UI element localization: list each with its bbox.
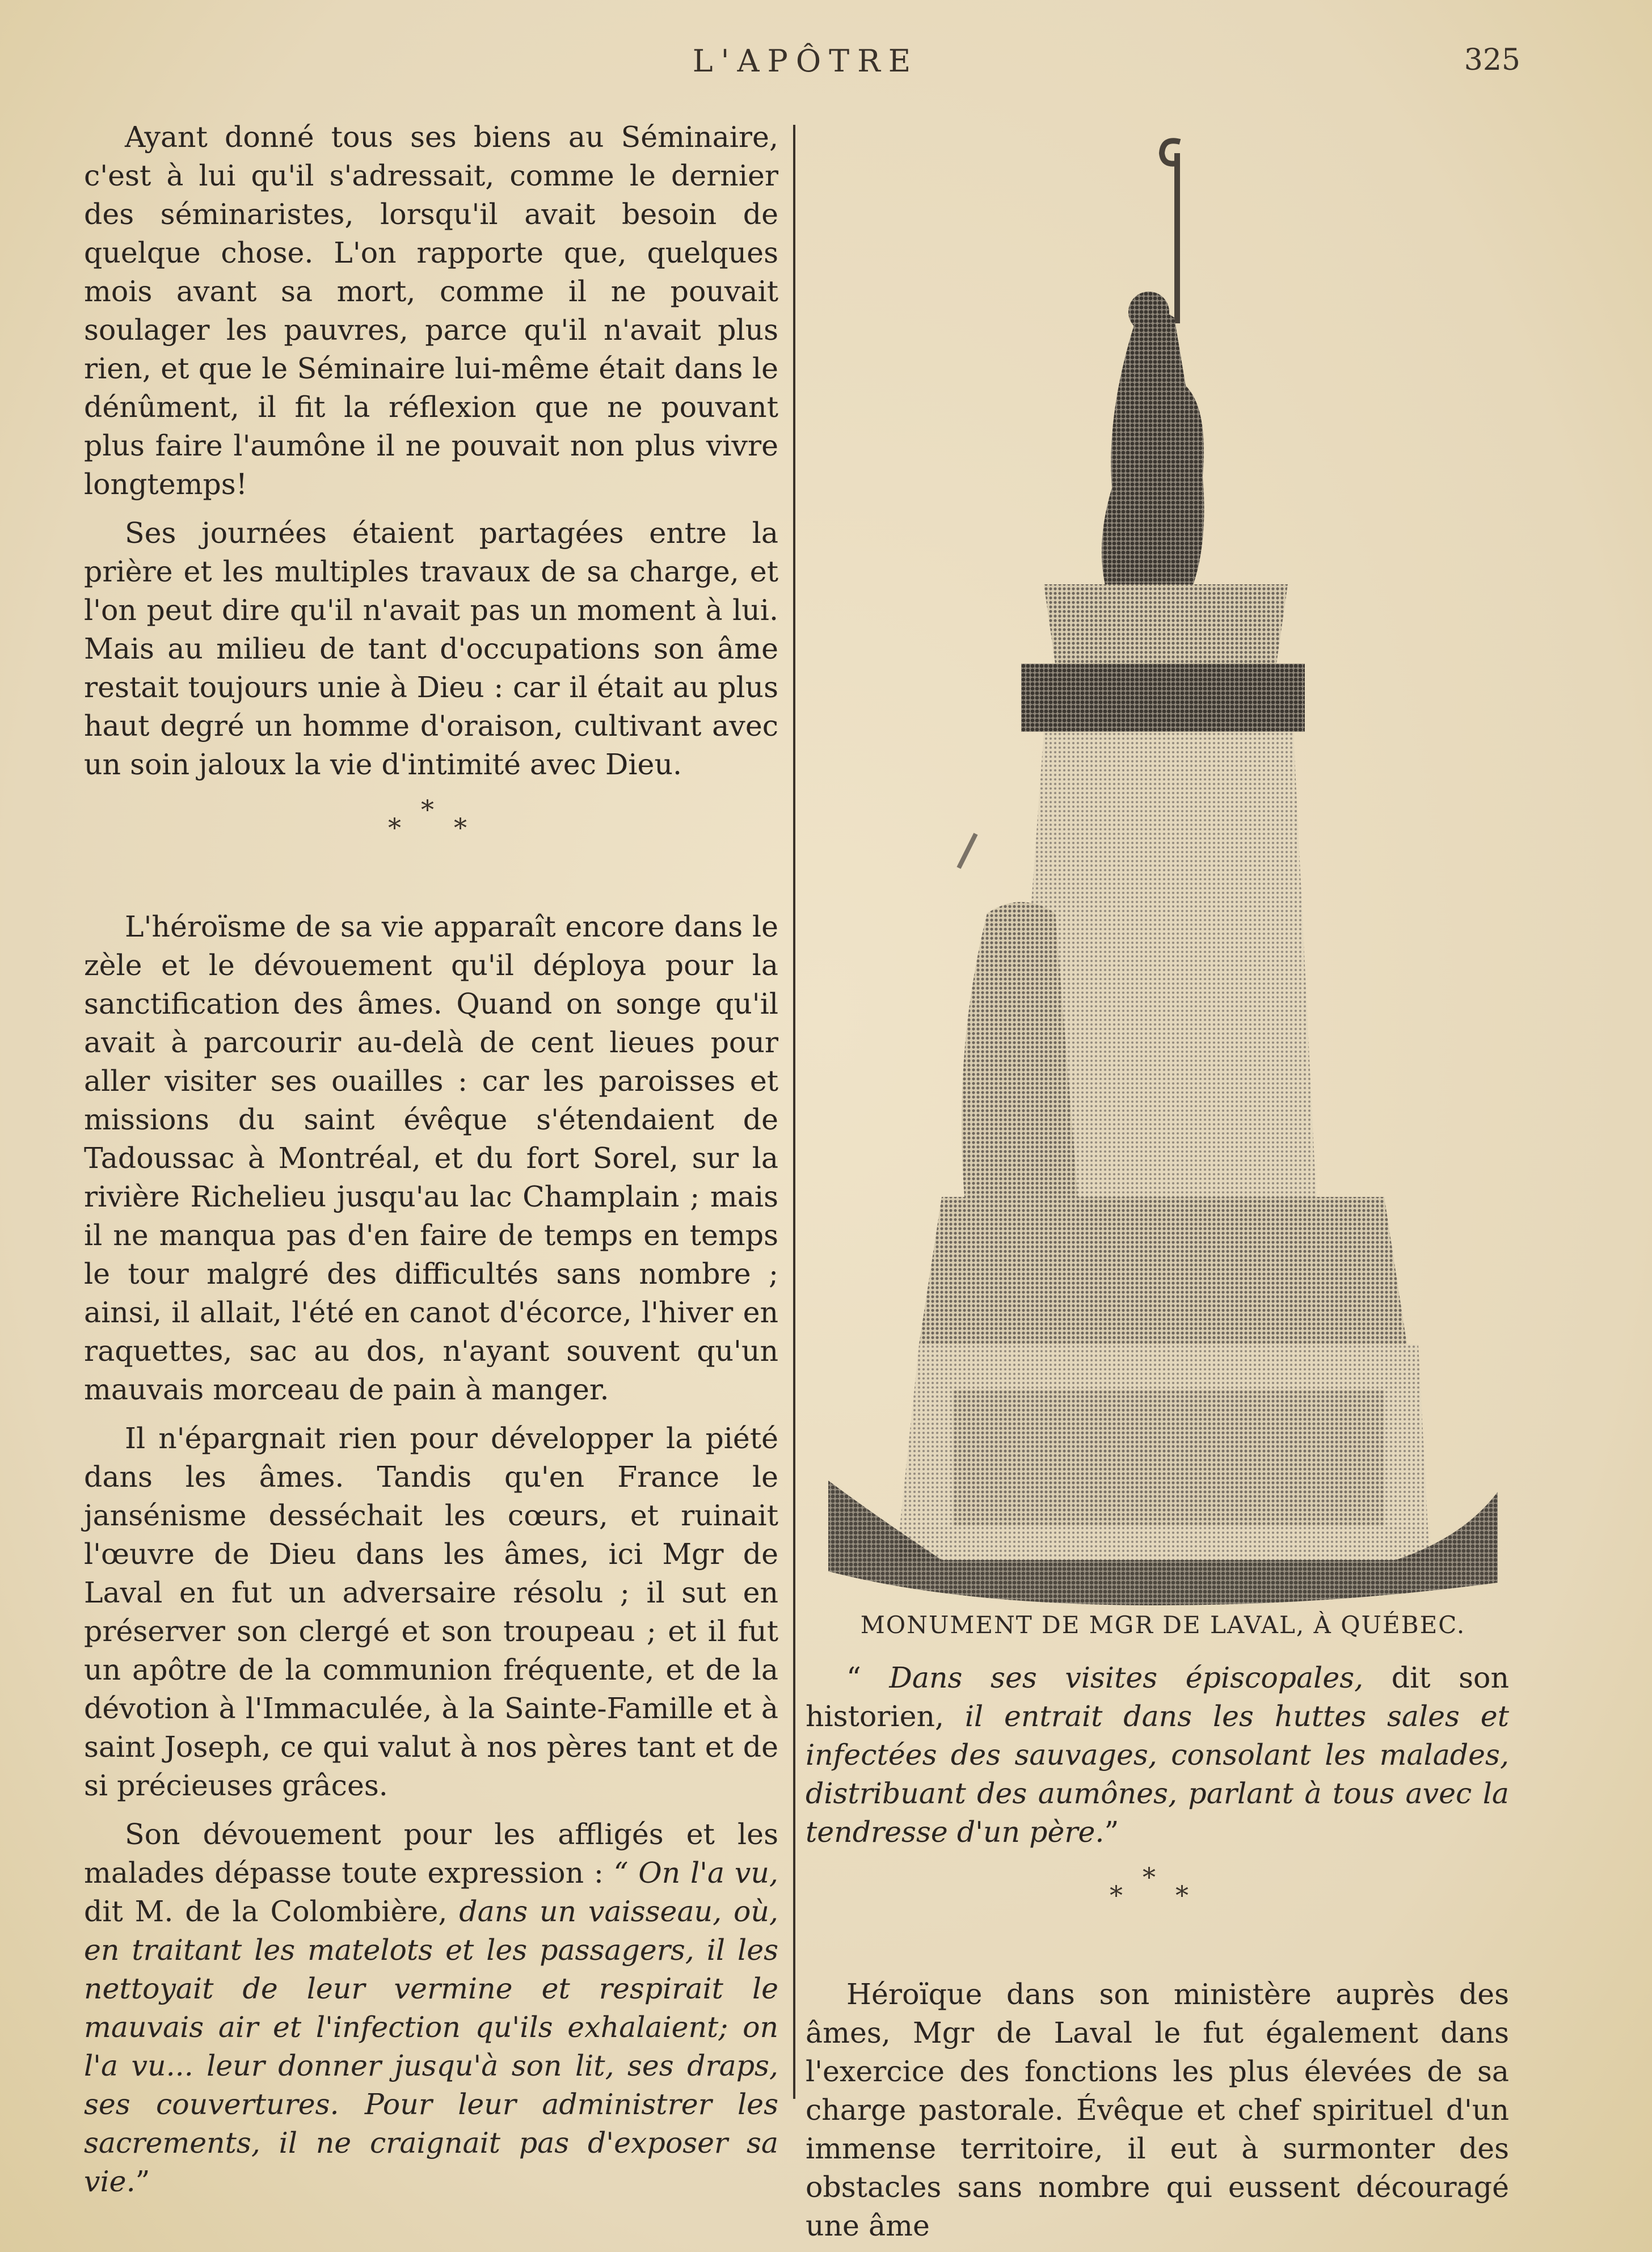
quote-open: “ <box>846 1661 890 1694</box>
section-separator <box>84 794 778 845</box>
left-column <box>84 118 778 2201</box>
running-title: L'APÔTRE <box>692 43 919 79</box>
quote-part-2: il entrait dans les huttes sales et infectées des sauvages, consolant les malades, distribuant des aumônes, parlant à tous avec la tendresse d'un père. <box>806 1699 1509 1849</box>
separator-star: * <box>1143 1862 1156 1892</box>
paragraph-5 <box>84 1815 778 2201</box>
quote-close: ” <box>1104 1815 1119 1849</box>
quote-close: ” <box>135 2165 150 2198</box>
column-divider <box>793 125 795 2099</box>
paragraph-3: L'héroïsme de sa vie apparaît encore dans le zèle et le dévouement qu'il déploya pour la sanctification des âmes. Quand on songe qu'il avait à parcourir au-delà de cent lieues pour aller visiter ses ouailles : car les paroisses et missions du saint évêque s'étendaient de Tadoussac à Montréal, et du fort Sorel, sur la rivière Richelieu jusqu'au lac Champlain ; mais il ne manqua pas d'en faire de temps en temps le tour malgré des difficultés sans nombre ; ainsi, il allait, l'été en canot d'écorce, l'hiver en raquettes, sac au dos, n'ayant souvent qu'un mauvais morceau de pain à manger. <box>84 910 778 1406</box>
quote-attribution: dit son historien, <box>806 1661 1509 1733</box>
paragraph-1: Ayant donné tous ses biens au Séminaire, c'est à lui qu'il s'adressait, comme le dernier des séminaristes, lorsqu'il avait besoin de quelque chose. L'on rapporte que, quelques mois avant sa mort, comme il ne pouvait soulager les pauvres, parce qu'il n'avait plus rien, et que le Séminaire lui-même était dans le dénûment, il fit la réflexion que ne pouvant plus faire l'aumône il ne pouvait non plus vivre longtemps! <box>84 120 778 501</box>
paragraph-5-lead: Son dévouement pour les affligés et les malades dépasse toute expression : <box>84 1817 778 1890</box>
figure-caption: MONUMENT DE MGR DE LAVAL, À QUÉBEC. <box>860 1611 1466 1639</box>
separator-star: * <box>421 794 434 825</box>
paragraph-right: Héroïque dans son ministère auprès des âmes, Mgr de Laval le fut également dans l'exercice des fonctions les plus élevées de sa charge pastorale. Évêque et chef spirituel d'un immense territoire, il eut à surmonter des obstacles sans nombre qui eussent découragé une âme <box>806 1977 1509 2242</box>
separator-star: * <box>1110 1880 1123 1911</box>
separator-star: * <box>454 812 467 843</box>
paragraph-4: Il n'épargnait rien pour développer la piété dans les âmes. Tandis qu'en France le jansénisme desséchait les cœurs, et ruinait l'œuvre de Dieu dans les âmes, ici Mgr de Laval en fut un adversaire résolu ; il sut en préserver son clergé et son troupeau ; et il fut un apôtre de la communion fréquente, et de la dévotion à l'Immaculée, à la Sainte-Famille et à saint Joseph, ce qui valut à nos pères tant et de si précieuses grâces. <box>84 1422 778 1802</box>
monument-figure <box>817 119 1509 1639</box>
right-column <box>806 1659 1509 2245</box>
separator-star: * <box>388 812 401 843</box>
quote-colombiere: dans un vaisseau, où, en traitant les matelots et les passagers, il les nettoyait de leur vermine et respirait le mauvais air et l'infection qu'ils exhalaient; on l'a vu... leur donner jusqu'à son lit, ses draps, ses couvertures. Pour leur administrer les sacrements, il ne craignait pas d'exposer sa vie. <box>84 1895 778 2198</box>
paragraph-2: Ses journées étaient partagées entre la prière et les multiples travaux de sa charge, et l'on peut dire qu'il n'avait pas un moment à lui. Mais au milieu de tant d'occupations son âme restait toujours unie à Dieu : car il était au plus haut degré un homme d'oraison, cultivant avec un soin jaloux la vie d'intimité avec Dieu. <box>84 516 778 781</box>
monument-illustration <box>817 119 1509 1605</box>
attribution: dit M. de la Colombière, <box>84 1895 460 1928</box>
quote-colombiere-open: “ On l'a vu, <box>613 1856 778 1890</box>
separator-star: * <box>1175 1880 1189 1911</box>
section-separator-right <box>806 1862 1509 1913</box>
quote-part-1: Dans ses visites épiscopales, <box>889 1661 1364 1694</box>
page-number: 325 <box>1464 43 1520 77</box>
historian-quote <box>806 1659 1509 1852</box>
